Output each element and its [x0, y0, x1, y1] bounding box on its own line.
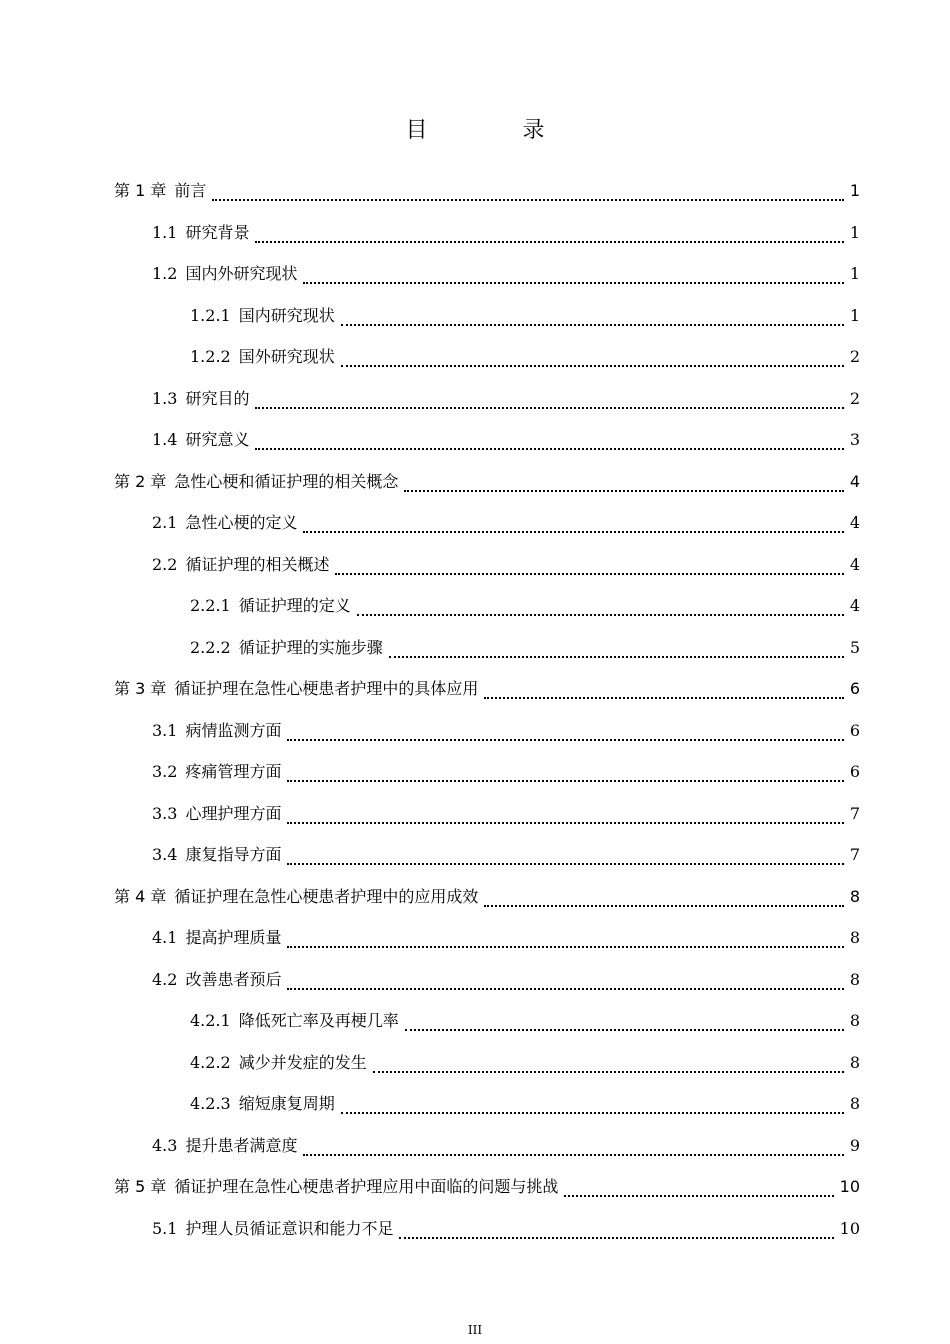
- toc-entry-title: 减少并发症的发生: [238, 1053, 367, 1072]
- toc-dot-leader: [287, 863, 843, 865]
- toc-entry-number: 4.1: [152, 928, 178, 947]
- toc-entry-title: 循证护理在急性心梗患者护理应用中面临的问题与挑战: [174, 1177, 559, 1196]
- toc-dot-leader: [287, 739, 843, 741]
- toc-entry-page: 8: [849, 887, 860, 906]
- toc-entry-title: 循证护理在急性心梗患者护理中的具体应用: [174, 679, 479, 698]
- toc-entry[interactable]: [114, 176, 860, 206]
- toc-entry-title: 病情监测方面: [185, 721, 282, 740]
- toc-entry-title: 降低死亡率及再梗几率: [238, 1011, 399, 1030]
- toc-entry[interactable]: [152, 508, 860, 538]
- toc-entry-page: 4: [849, 555, 860, 574]
- toc-entry[interactable]: [152, 965, 860, 995]
- toc-entry-number: 2.1: [152, 513, 178, 532]
- toc-entry-number: 1.2: [152, 264, 178, 283]
- toc-entry[interactable]: [190, 633, 860, 663]
- toc-entry[interactable]: [152, 799, 860, 829]
- toc-entry-title: 心理护理方面: [185, 804, 282, 823]
- toc-entry-page: 5: [849, 638, 860, 657]
- toc-entry-page: 7: [849, 845, 860, 864]
- toc-entry-title: 急性心梗的定义: [185, 513, 298, 532]
- toc-dot-leader: [341, 324, 844, 326]
- toc-entry[interactable]: [114, 882, 860, 912]
- toc-entry-page: 8: [849, 1053, 860, 1072]
- toc-entry-page: 4: [849, 513, 860, 532]
- toc-entry-number: 4.2: [152, 970, 178, 989]
- toc-entry-title: 国内研究现状: [238, 306, 335, 325]
- toc-entry[interactable]: [190, 591, 860, 621]
- toc-entry[interactable]: [190, 301, 860, 331]
- toc-entry-number: 第 5 章: [114, 1177, 167, 1196]
- toc-entry-title: 康复指导方面: [185, 845, 282, 864]
- toc-entry-number: 4.3: [152, 1136, 178, 1155]
- toc-entry-number: 第 2 章: [114, 472, 167, 491]
- toc-entry-title: 缩短康复周期: [238, 1094, 335, 1113]
- page-number: III: [467, 1323, 483, 1337]
- toc-dot-leader: [287, 946, 843, 948]
- toc-entry-number: 2.2.2: [190, 638, 231, 657]
- toc-entry-page: 8: [849, 970, 860, 989]
- toc-entry-number: 第 4 章: [114, 887, 167, 906]
- toc-entry-page: 1: [849, 306, 860, 325]
- toc-entry-number: 1.2.1: [190, 306, 231, 325]
- toc-dot-leader: [287, 780, 843, 782]
- toc-entry-number: 3.3: [152, 804, 178, 823]
- toc-dot-leader: [399, 1237, 833, 1239]
- toc-entry-number: 5.1: [152, 1219, 178, 1238]
- toc-entry[interactable]: [152, 1214, 860, 1244]
- toc-entry[interactable]: [114, 674, 860, 704]
- toc-dot-leader: [335, 573, 843, 575]
- toc-entry-page: 8: [849, 928, 860, 947]
- toc-entry-number: 4.2.1: [190, 1011, 231, 1030]
- toc-dot-leader: [405, 1029, 844, 1031]
- toc-entry-title: 循证护理在急性心梗患者护理中的应用成效: [174, 887, 479, 906]
- toc-dot-leader: [255, 407, 843, 409]
- toc-entry-number: 4.2.2: [190, 1053, 231, 1072]
- toc-entry-page: 10: [839, 1219, 860, 1238]
- toc-entry[interactable]: [152, 384, 860, 414]
- toc-entry-number: 4.2.3: [190, 1094, 231, 1113]
- toc-entry-page: 1: [849, 264, 860, 283]
- toc-entry-title: 急性心梗和循证护理的相关概念: [174, 472, 399, 491]
- toc-entry-page: 7: [849, 804, 860, 823]
- toc-entry[interactable]: [114, 1172, 860, 1202]
- toc-entry-number: 3.1: [152, 721, 178, 740]
- toc-entry-number: 3.4: [152, 845, 178, 864]
- toc-entry-title: 改善患者预后: [185, 970, 282, 989]
- toc-entry-number: 第 1 章: [114, 181, 167, 200]
- toc-entry-title: 提升患者满意度: [185, 1136, 298, 1155]
- toc-entry-number: 第 3 章: [114, 679, 167, 698]
- toc-entry[interactable]: [152, 840, 860, 870]
- toc-entry[interactable]: [152, 425, 860, 455]
- toc-entry-number: 1.4: [152, 430, 178, 449]
- toc-entry-number: 2.2.1: [190, 596, 231, 615]
- toc-entry-page: 4: [849, 596, 860, 615]
- toc-entry[interactable]: [152, 259, 860, 289]
- toc-entry[interactable]: [152, 757, 860, 787]
- toc-dot-leader: [255, 448, 843, 450]
- toc-dot-leader: [303, 531, 843, 533]
- toc-entry-page: 10: [839, 1177, 860, 1196]
- toc-dot-leader: [484, 905, 843, 907]
- toc-entry-page: 4: [849, 472, 860, 491]
- toc-dot-leader: [341, 1112, 844, 1114]
- toc-entry-title: 提高护理质量: [185, 928, 282, 947]
- toc-entry[interactable]: [190, 1006, 860, 1036]
- toc-dot-leader: [303, 282, 843, 284]
- toc-entry-title: 循证护理的相关概述: [185, 555, 330, 574]
- toc-entry-number: 1.1: [152, 223, 178, 242]
- toc-entry-title: 研究背景: [185, 223, 250, 242]
- toc-entry-page: 1: [849, 181, 860, 200]
- toc-dot-leader: [373, 1071, 844, 1073]
- toc-entry-page: 6: [849, 762, 860, 781]
- toc-entry-number: 1.2.2: [190, 347, 231, 366]
- toc-dot-leader: [564, 1195, 833, 1197]
- toc-entry-page: 8: [849, 1011, 860, 1030]
- toc-entry-title: 疼痛管理方面: [185, 762, 282, 781]
- toc-entry-page: 2: [849, 389, 860, 408]
- toc-entry-page: 3: [849, 430, 860, 449]
- toc-entry[interactable]: [152, 1131, 860, 1161]
- toc-entry[interactable]: [114, 467, 860, 497]
- toc-entry-number: 1.3: [152, 389, 178, 408]
- toc-entry-page: 6: [849, 679, 860, 698]
- toc-entry-page: 2: [849, 347, 860, 366]
- toc-dot-leader: [404, 490, 843, 492]
- toc-entry[interactable]: [152, 923, 860, 953]
- toc-title: 目 录: [405, 118, 589, 143]
- toc-entry[interactable]: [190, 1048, 860, 1078]
- toc-entry-page: 9: [849, 1136, 860, 1155]
- toc-entry[interactable]: [152, 550, 860, 580]
- toc-entry[interactable]: [152, 218, 860, 248]
- toc-entry-page: 8: [849, 1094, 860, 1113]
- toc-entry-page: 1: [849, 223, 860, 242]
- toc-entry-title: 研究意义: [185, 430, 250, 449]
- toc-dot-leader: [255, 241, 843, 243]
- toc-entry[interactable]: [190, 1089, 860, 1119]
- toc-dot-leader: [357, 614, 844, 616]
- toc-entry-page: 6: [849, 721, 860, 740]
- toc-entry-title: 循证护理的实施步骤: [238, 638, 383, 657]
- toc-dot-leader: [389, 656, 844, 658]
- toc-entry-title: 国外研究现状: [238, 347, 335, 366]
- toc-dot-leader: [341, 365, 844, 367]
- toc-dot-leader: [287, 822, 843, 824]
- toc-dot-leader: [287, 988, 843, 990]
- toc-entry[interactable]: [152, 716, 860, 746]
- toc-dot-leader: [484, 697, 843, 699]
- toc-entry-title: 护理人员循证意识和能力不足: [185, 1219, 394, 1238]
- toc-dot-leader: [212, 199, 843, 201]
- toc-entry[interactable]: [190, 342, 860, 372]
- toc-entry-title: 循证护理的定义: [238, 596, 351, 615]
- toc-entry-title: 国内外研究现状: [185, 264, 298, 283]
- toc-dot-leader: [303, 1154, 843, 1156]
- toc-entry-number: 2.2: [152, 555, 178, 574]
- toc-entry-title: 研究目的: [185, 389, 250, 408]
- toc-entry-title: 前言: [174, 181, 207, 200]
- toc-entry-number: 3.2: [152, 762, 178, 781]
